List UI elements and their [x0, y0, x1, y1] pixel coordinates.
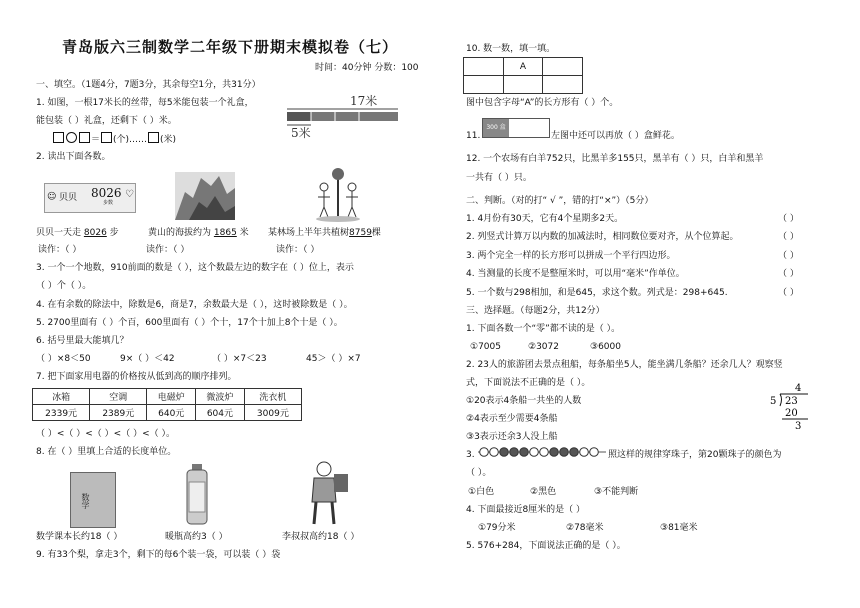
flower-shelf-image: 300 盒	[482, 118, 550, 138]
section-2-heading: 二、判断。（对的打“ √ ”，错的打“×”）（5分）	[466, 196, 654, 206]
person-icon: ☺	[47, 192, 57, 202]
choice-3-answer: （ ）。	[466, 468, 492, 478]
q3-line-1: 3. 一个一个地数，910前面的数是（ ），这个数最左边的数字在（ ）位上，表示	[36, 263, 354, 273]
choice-3-option[interactable]: ②黑色	[530, 487, 557, 497]
choice-1-option[interactable]: ③6000	[590, 342, 621, 352]
choice-2-option[interactable]: ①20表示4条船一共坐的人数	[466, 396, 582, 406]
black-bead	[500, 448, 509, 457]
table-header-cell: 电磁炉	[147, 389, 196, 405]
judge-5: 5. 一个数与298相加，和是645，求这个数。列式是：298+645.	[466, 288, 728, 298]
white-bead	[580, 448, 589, 457]
choice-4-option[interactable]: ③81毫米	[660, 523, 698, 533]
q10-answer: 图中包含字母“A”的长方形有（ ）个。	[466, 98, 619, 108]
section-1-heading: 一、填空。（1题4分，7题3分，其余每空1分，共31分）	[36, 80, 261, 90]
q8-item-a: 数学课本长约18（ ）	[36, 532, 123, 542]
table-header-cell: 微波炉	[196, 389, 245, 405]
choice-2-option[interactable]: ③3表示还余3人没上船	[466, 432, 558, 442]
read-answer-1[interactable]: 读作：（ ）	[38, 245, 82, 255]
choice-2-line-2: 式，下面说法不正确的是（ ）。	[466, 378, 591, 388]
judge-1-answer[interactable]: （ ）	[778, 214, 799, 224]
mountain-image	[175, 172, 235, 220]
blank-box[interactable]	[79, 132, 90, 143]
choice-4-option[interactable]: ①79分米	[478, 523, 516, 533]
division-quotient: 4	[795, 383, 802, 394]
table-header-cell: 冰箱	[33, 389, 90, 405]
judge-4-answer[interactable]: （ ）	[778, 269, 799, 279]
division-product: 20	[785, 408, 798, 419]
table-cell: 2389元	[90, 405, 147, 421]
table-header-row	[33, 389, 302, 405]
judge-1: 1. 4月份有30天，它有4个星期多2天。	[466, 214, 624, 224]
judge-4: 4. 当测量的长度不是整厘米时，可以用“毫米”作单位。	[466, 269, 685, 279]
blank-circle[interactable]	[66, 132, 77, 143]
q6-item-a: （ ）×8＜50	[36, 354, 91, 364]
exam-meta: 时间：40分钟 分数：100	[315, 63, 419, 73]
q9-text: 9. 有33个梨，拿走3个，剩下的每6个装一袋，可以装（ ）袋	[36, 550, 281, 560]
q2-text: 2. 读出下面各数。	[36, 152, 111, 162]
q12-line-2: 一共有（ ）只。	[466, 173, 532, 183]
choice-1-option[interactable]: ①7005	[470, 342, 501, 352]
white-bead	[540, 448, 549, 457]
white-bead	[490, 448, 499, 457]
division-dividend: 23	[785, 396, 798, 407]
q10-text: 10. 数一数，填一填。	[466, 44, 556, 54]
choice-4-option[interactable]: ②78毫米	[566, 523, 604, 533]
choice-1: 1. 下面各数一个“零”都不读的是（ ）。	[466, 324, 621, 334]
ribbon-total-label: 17米	[350, 94, 378, 108]
thermos-image	[182, 462, 212, 526]
judge-2: 2. 列竖式计算万以内数的加减法时，相同数位要对齐，从个位算起。	[466, 232, 739, 242]
choice-3-number: 3.	[466, 450, 475, 460]
blank-box[interactable]	[148, 132, 159, 143]
white-bead	[530, 448, 539, 457]
rectangle-grid	[463, 57, 583, 94]
choice-2-option[interactable]: ②4表示至少需要4条船	[466, 414, 558, 424]
q1-equation: ＝ (个)…… (米)	[52, 132, 176, 146]
q12-line-1: 12. 一个农场有白羊752只，比黑羊多155只，黑羊有（ ）只，白羊和黑羊	[466, 154, 764, 164]
choice-3-text: 照这样的规律穿珠子，第20颗珠子的颜色为	[608, 450, 782, 460]
heart-icon: ♡	[125, 189, 134, 200]
q6-item-d: 45＞（ ）×7	[306, 354, 361, 364]
q11-text: 左图中还可以再放（ ）盒鲜花。	[551, 131, 680, 141]
q5-text: 5. 2700里面有（ ）个百，600里面有（ ）个十，17个十加上8个十是（ ）。	[36, 318, 343, 328]
black-bead	[550, 448, 559, 457]
ribbon-figure	[285, 92, 400, 140]
black-bead	[520, 448, 529, 457]
choice-3-option[interactable]: ①白色	[468, 487, 495, 497]
long-division	[768, 382, 814, 432]
judge-3: 3. 两个完全一样的长方形可以拼成一个平行四边形。	[466, 251, 676, 261]
judge-3-answer[interactable]: （ ）	[778, 251, 799, 261]
q2-item-2: 黄山的海拔约为 1865 米	[148, 228, 249, 238]
q8-item-c: 李叔叔高约18（ ）	[282, 532, 360, 542]
table-header-cell: 洗衣机	[244, 389, 301, 405]
q11-number: 11.	[466, 131, 481, 141]
q8-text: 8. 在（ ）里填上合适的长度单位。	[36, 447, 177, 457]
blank-box[interactable]	[101, 132, 112, 143]
q1-line-1: 1. 如图，一根17米长的丝带，每5米能包装一个礼盒，	[36, 98, 254, 108]
division-remainder: 3	[795, 421, 802, 432]
black-bead	[570, 448, 579, 457]
white-bead	[590, 448, 599, 457]
q6-text: 6. 括号里最大能填几？	[36, 336, 129, 346]
q2-item-1: 贝贝一天走 8026 步	[36, 228, 119, 238]
q8-item-b: 暖瓶高约3（ ）	[165, 532, 228, 542]
bead-string	[478, 444, 606, 460]
choice-5: 5. 576+284，下面说法正确的是（ ）。	[466, 541, 626, 551]
q7-text: 7. 把下面家用电器的价格按从低到高的顺序排列。	[36, 372, 237, 382]
q2-item-3: 某林场上半年共植树8759棵	[268, 228, 381, 238]
table-cell: 2339元	[33, 405, 90, 421]
judge-5-answer[interactable]: （ ）	[778, 288, 799, 298]
uncle-li-image	[302, 460, 350, 526]
black-bead	[560, 448, 569, 457]
table-cell: 604元	[196, 405, 245, 421]
q4-text: 4. 在有余数的除法中，除数是6，商是7，余数最大是（ ），这时被除数是（ ）。	[36, 300, 353, 310]
q3-line-2: （ ）个（ ）。	[36, 281, 92, 291]
division-divisor: 5	[770, 396, 777, 407]
black-bead	[510, 448, 519, 457]
choice-1-option[interactable]: ②3072	[528, 342, 559, 352]
page-title: 青岛版六三制数学二年级下册期末模拟卷（七）	[62, 38, 399, 56]
math-book-image: 数学	[70, 472, 116, 528]
read-answer-2[interactable]: 读作：（ ）	[146, 245, 190, 255]
choice-3-option[interactable]: ③不能判断	[594, 487, 639, 497]
q7-order-answer[interactable]: （ ）<（ ）<（ ）<（ ）<（ ）。	[36, 429, 175, 439]
table-row	[33, 405, 302, 421]
step-counter-image: ☺ 贝贝 8026 步数 ♡	[44, 183, 136, 213]
q6-item-c: （ ）×7＜23	[212, 354, 267, 364]
q6-item-b: 9×（ ）＜42	[120, 354, 175, 364]
q1-line-2: 能包装（ ）礼盒，还剩下（ ）米。	[36, 116, 177, 126]
price-table	[32, 388, 302, 421]
table-header-cell: 空调	[90, 389, 147, 405]
read-answer-3[interactable]: 读作：（ ）	[276, 245, 320, 255]
table-cell: 3009元	[244, 405, 301, 421]
blank-box[interactable]	[53, 132, 64, 143]
section-3-heading: 三、选择题。（每题2分，共12分）	[466, 306, 605, 316]
judge-2-answer[interactable]: （ ）	[778, 232, 799, 242]
white-bead	[480, 448, 489, 457]
grid-cell-a: A	[503, 58, 543, 76]
choice-2-line-1: 2. 23人的旅游团去景点租船，每条船坐5人，能坐满几条船？还余几人？观察竖	[466, 360, 783, 370]
choice-4: 4. 下面最接近8厘米的是（ ）	[466, 505, 586, 515]
table-cell: 640元	[147, 405, 196, 421]
ribbon-segment-label: 5米	[291, 126, 311, 140]
planting-image	[310, 165, 365, 223]
